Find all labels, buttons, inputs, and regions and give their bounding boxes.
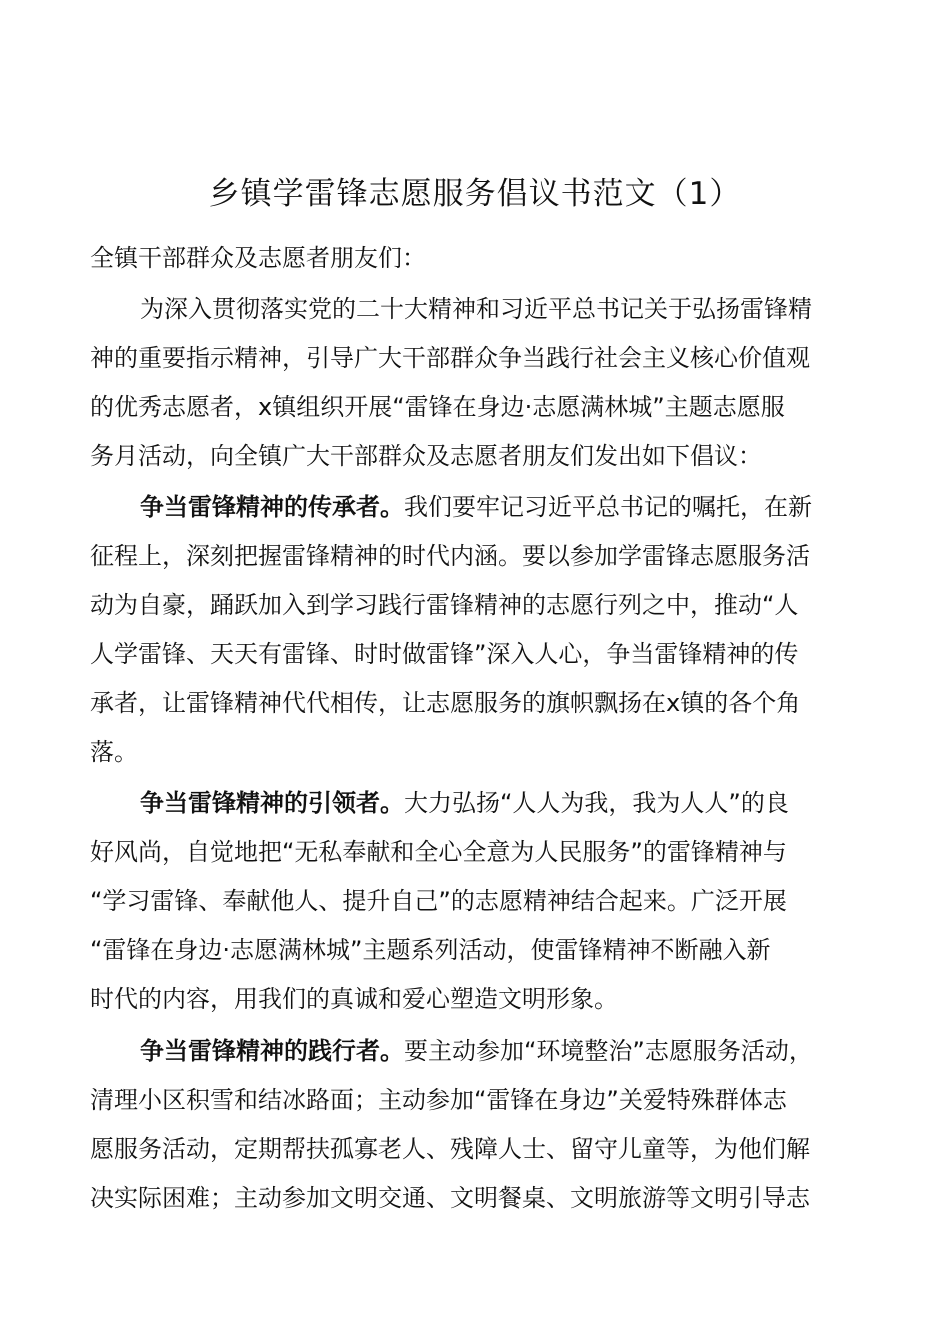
section1-line-2: 征程上，深刻把握雷锋精神的时代内涵。要以参加学雷锋志愿服务活	[90, 542, 810, 570]
section2-first-line	[140, 783, 789, 823]
section2-line-3: “学习雷锋、奉献他人、提升自己”的志愿精神结合起来。广泛开展	[90, 887, 787, 915]
intro-line-2: 神的重要指示精神，引导广大干部群众争当践行社会主义核心价值观	[90, 344, 810, 372]
section1-first-line-text: 我们要牢记习近平总书记的嘱托，在新	[404, 493, 812, 521]
salutation: 全镇干部群众及志愿者朋友们：	[90, 244, 426, 272]
intro-line-3: 的优秀志愿者，x镇组织开展“雷锋在身边·志愿满林城”主题志愿服	[90, 393, 785, 421]
section1-heading: 争当雷锋精神的传承者。	[140, 493, 404, 521]
section1-line-4: 人学雷锋、天天有雷锋、时时做雷锋”深入人心，争当雷锋精神的传	[90, 640, 799, 668]
section1-first-line	[140, 487, 812, 527]
section2-first-line-text: 大力弘扬“人人为我，我为人人”的良	[404, 789, 789, 817]
document-title: 乡镇学雷锋志愿服务倡议书范文（1）	[208, 176, 742, 212]
section1-line-3: 动为自豪，踊跃加入到学习践行雷锋精神的志愿行列之中，推动“人	[90, 591, 799, 619]
section3-line-3: 愿服务活动，定期帮扶孤寡老人、残障人士、留守儿童等，为他们解	[90, 1135, 810, 1163]
section1-line-6: 落。	[90, 738, 138, 766]
section2-line-2: 好风尚，自觉地把“无私奉献和全心全意为人民服务”的雷锋精神与	[90, 838, 787, 866]
section3-line-4: 决实际困难；主动参加文明交通、文明餐桌、文明旅游等文明引导志	[90, 1184, 810, 1212]
section3-heading: 争当雷锋精神的践行者。	[140, 1037, 404, 1065]
section3-line-2: 清理小区积雪和结冰路面；主动参加“雷锋在身边”关爱特殊群体志	[90, 1086, 787, 1114]
section3-first-line	[140, 1031, 813, 1071]
section3-first-line-text: 要主动参加“环境整治”志愿服务活动，	[404, 1037, 813, 1065]
section1-line-5: 承者，让雷锋精神代代相传，让志愿服务的旗帜飘扬在x镇的各个角	[90, 689, 801, 717]
section2-heading: 争当雷锋精神的引领者。	[140, 789, 404, 817]
intro-line-1: 为深入贯彻落实党的二十大精神和习近平总书记关于弘扬雷锋精	[140, 295, 812, 323]
section2-line-4: “雷锋在身边·志愿满林城”主题系列活动，使雷锋精神不断融入新	[90, 936, 771, 964]
intro-line-4: 务月活动，向全镇广大干部群众及志愿者朋友们发出如下倡议：	[90, 442, 762, 470]
section2-line-5: 时代的内容，用我们的真诚和爱心塑造文明形象。	[90, 985, 618, 1013]
